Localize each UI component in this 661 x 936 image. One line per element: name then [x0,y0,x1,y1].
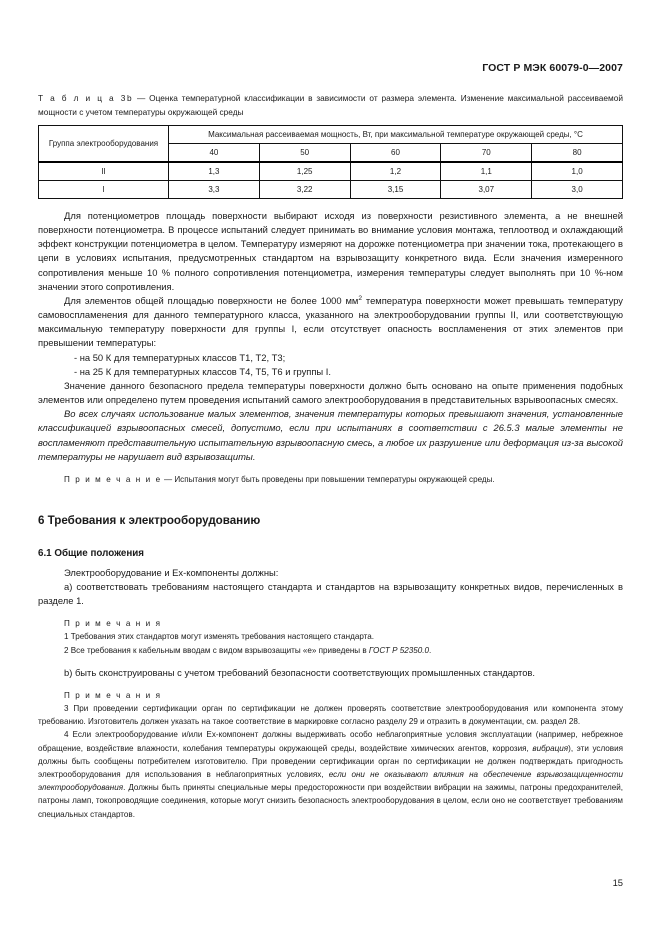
table-row [39,162,623,181]
table-cell-value: 1,1 [441,162,532,181]
note-4-part1: 4 Если электрооборудование и/или Ex-компонент должны выдерживать особо неблагоприятные условия эксплуатации (например, небрежное обращение, воздействие влажности, колебания температуры окружающей среды, воздействие химических агентов, коррозия, [38,730,623,753]
page-number: 15 [612,877,623,888]
table-caption-text: — Оценка температурной классификации в зависимости от размера элемента. Изменение максимальной рассеиваемой мощности с учетом температуры окружающей среды [38,93,623,117]
note-4-part2: ), эти условия должны быть сообщены потребителем изготовителю. При проведении сертификации орган по сертификации не должен подтверждать пригодность электрооборудования для использования в неблагоприятных условиях, [38,743,623,780]
notes-block-2 [38,689,623,821]
note-3: 3 При проведении сертификации орган по сертификации не должен проверять соответствие электрооборудования или компонента этому требованию. Изготовитель должен указать на такое соответствие в маркировке согласно разделу 29 и отразить в документации, см. раздел 28. [38,704,623,727]
note-2 [38,644,623,657]
table-cell-value: 3,22 [259,181,350,199]
note-2-reference: ГОСТ Р 52350.0 [368,645,430,655]
page-header-standard-number: ГОСТ Р МЭК 60079-0—2007 [482,62,623,74]
section-heading-6: 6 Требования к электрооборудованию [38,514,261,528]
superscript-square: 2 [358,294,363,302]
note-4 [38,728,623,820]
paragraph-intro: Электрооборудование и Ex-компоненты должны: [64,567,279,579]
note-2-part1: 2 Все требования к кабельным вводам с видом взрывозащиты «e» приведены в [64,645,369,655]
table-header-row-1 [39,126,623,144]
paragraph-italic-small-elements: Во всех случаях использование малых элементов, значения температуры которых превышают значения, установленные классификацией взрывоопасных смесей, допустимо, если при испытаниях в соответствии с 26.5.3 малые элементы не воспламеняют представительную испытательную взрывоопасную смесь, а любое их разрушение или деформация из-за высокой температуры не нарушает вид взрывозащиты. [38,408,623,462]
note-1: 1 Требования этих стандартов могут изменять требования настоящего стандарта. [64,632,375,642]
table-header-temp-0: 40 [169,144,260,163]
table-cell-value: 1,2 [350,162,441,181]
table-cell-value: 3,0 [532,181,623,199]
paragraph-safe-limit: Значение данного безопасного предела температуры поверхности должно быть основано на опыте применения подобных элементов или определено путем проведения испытаний самого электрооборудования в представительных взрывоопасных смесях. [38,379,623,406]
note-4-italic-vibration: вибрация [532,743,569,753]
table-cell-value: 3,07 [441,181,532,199]
table-caption [38,92,623,119]
table-cell-value: 1,25 [259,162,350,181]
dash-list-item-2: - на 25 К для температурных классов Т4, Т5, Т6 и группы I. [74,365,331,377]
table-header-temp-4: 80 [532,144,623,163]
table-cell-group: II [39,162,169,181]
paragraph-small-elements-part2: температура поверхности может превышать температуру самовоспламенения для данного температурного класса, указанного на электрооборудовании группы II, или соответствующую максимальную температуру поверхности для группы I, если отсутствует опасность воспламенения от этих элементов при превышении температуры: [38,294,623,349]
subsection-heading-6-1: 6.1 Общие положения [38,548,145,560]
note-4-italic-condition: если они не оказывают влияния на обеспечение взрывозащищенности электрооборудования [38,770,623,793]
section-heading-wrapper [38,514,623,527]
table-cell-value: 1,3 [169,162,260,181]
paragraph-small-elements-part1: Для элементов общей площадью поверхности не более 1000 мм [64,294,359,306]
paragraph-potentiometers: Для потенциометров площадь поверхности выбирают исходя из поверхности резистивного элемента, а не внешней поверхности потенциометра. В процессе испытаний следует принимать во внимание условия монтажа, теплоотвод и охлаждающий эффект конструкции потенциометра в целом. Температуру измеряют на дорожке потенциометра при значении тока, протекающего в цепи в условиях испытания, предусмотренных стандартом на взрывозащиту конкретного вида. Если значения измеренного сопротивления меньше 10 % полного сопротивления потенциометра, измерения температуры следует выполнять при 10 %-ном значении этого сопротивления. [38,210,623,292]
table-cell-value: 3,15 [350,181,441,199]
page-content [38,92,623,830]
note-single-text: — Испытания могут быть проведены при повышении температуры окружающей среды. [161,474,495,484]
table-caption-label: Т а б л и ц а 3b [38,93,134,103]
table-header-temp-2: 60 [350,144,441,163]
table-row [39,181,623,199]
notes-block-1 [38,617,623,656]
note-single-label: П р и м е ч а н и е [64,474,162,484]
list-item-b: b) быть сконструированы с учетом требований безопасности соответствующих промышленных стандартов. [64,666,536,678]
dash-list-item-1: - на 50 К для температурных классов Т1, Т2, Т3; [74,351,286,363]
list-item-a: a) соответствовать требованиям настоящего стандарта и стандартов на взрывозащиту конкретных видов, перечисленных в разделе 1. [38,581,623,607]
table-cell-value: 3,3 [169,181,260,199]
table-header-group: Группа электрооборудования [39,126,169,163]
table-header-temp-3: 70 [441,144,532,163]
table-header-temp-1: 50 [259,144,350,163]
paragraph-small-elements [38,294,623,351]
notes-label-2: П р и м е ч а н и я [64,691,162,701]
subsection-heading-wrapper [38,548,623,559]
table-3b [38,125,623,199]
table-cell-group: I [39,181,169,199]
note-2-part2: . [429,645,432,655]
table-header-span: Максимальная рассеиваемая мощность, Вт, при максимальной температуре окружающей среды, °С [169,126,623,144]
note-4-part3: . Должны быть приняты специальные меры предосторожности при воздействии вибрации на зажимы, патроны предохранителей, патроны ламп, токопроводящие соединения, которые могут снизить безопасность электрооборудования в целом, если оно не соответствует требованиям специальных стандартов. [38,783,623,819]
table-cell-value: 1,0 [532,162,623,181]
notes-label-1: П р и м е ч а н и я [64,619,162,629]
note-single [38,473,623,486]
